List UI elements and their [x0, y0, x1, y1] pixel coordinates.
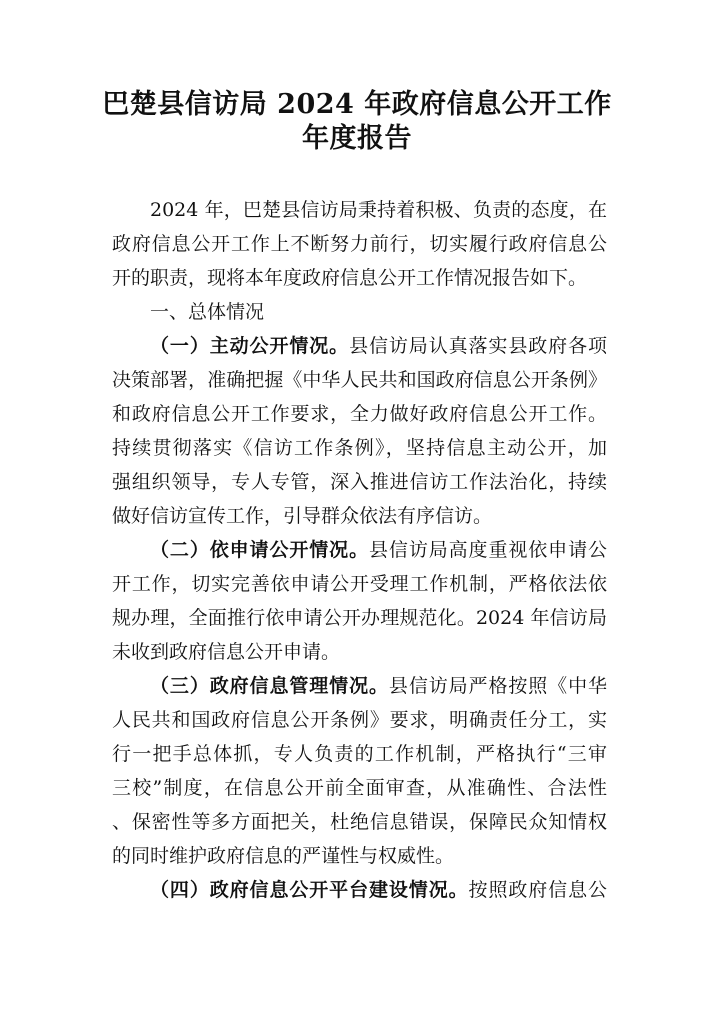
sub1-line-1 — [150, 334, 607, 358]
sub1-first-text: 县信访局认真落实县政府各项 — [349, 335, 607, 357]
intro-line-2: 政府信息公开工作上不断努力前行，切实履行政府信息公 — [112, 233, 607, 255]
sub2-line-1 — [150, 538, 607, 562]
sub1-line-6: 做好信访宣传工作，引导群众依法有序信访。 — [112, 505, 493, 527]
sub2-line-4: 未收到政府信息公开申请。 — [112, 641, 341, 663]
intro-line-3: 开的职责，现将本年度政府信息公开工作情况报告如下。 — [112, 267, 588, 289]
sub3-line-5: 、保密性等多方面把关，杜绝信息错误，保障民众知情权 — [112, 811, 607, 833]
sub1-line-4: 持续贯彻落实《信访工作条例》，坚持信息主动公开，加 — [112, 437, 607, 459]
sub3-line-1 — [150, 674, 607, 698]
intro-line-1: 2024 年，巴楚县信访局秉持着积极、负责的态度，在 — [150, 199, 607, 221]
sub3-line-6: 的同时维护政府信息的严谨性与权威性。 — [112, 845, 455, 867]
section-heading-overview: 一、总体情况 — [150, 301, 265, 323]
sub2-first-text: 县信访局高度重视依申请公 — [369, 539, 607, 561]
sub1-line-5: 强组织领导，专人专管，深入推进信访工作法治化，持续 — [112, 471, 607, 493]
sub3-line-4: 三校”制度，在信息公开前全面审查，从准确性、合法性 — [112, 777, 607, 799]
sub4-first-text: 按照政府信息公 — [468, 879, 607, 901]
sub2-line-2: 开工作，切实完善依申请公开受理工作机制，严格依法依 — [112, 573, 607, 595]
sub2-label: （二）依申请公开情况。 — [150, 539, 369, 561]
sub3-first-text: 县信访局严格按照《中华 — [388, 675, 607, 697]
report-title-line-2: 年度报告 — [302, 123, 412, 154]
sub1-label: （一）主动公开情况。 — [150, 335, 350, 357]
sub3-line-3: 行一把手总体抓，专人负责的工作机制，严格执行“三审 — [112, 743, 607, 765]
sub1-line-3: 和政府信息公开工作要求，全力做好政府信息公开工作。 — [112, 403, 607, 425]
report-title-line-1: 巴楚县信访局 2024 年政府信息公开工作 — [102, 89, 612, 120]
sub3-line-2: 人民共和国政府信息公开条例》要求，明确责任分工，实 — [112, 709, 607, 731]
sub2-line-3: 规办理，全面推行依申请公开办理规范化。2024 年信访局 — [112, 607, 607, 629]
sub3-label: （三）政府信息管理情况。 — [150, 675, 389, 697]
sub4-line-1 — [150, 878, 607, 902]
sub1-line-2: 决策部署，准确把握《中华人民共和国政府信息公开条例》 — [112, 369, 607, 391]
sub4-label: （四）政府信息公开平台建设情况。 — [150, 879, 469, 901]
